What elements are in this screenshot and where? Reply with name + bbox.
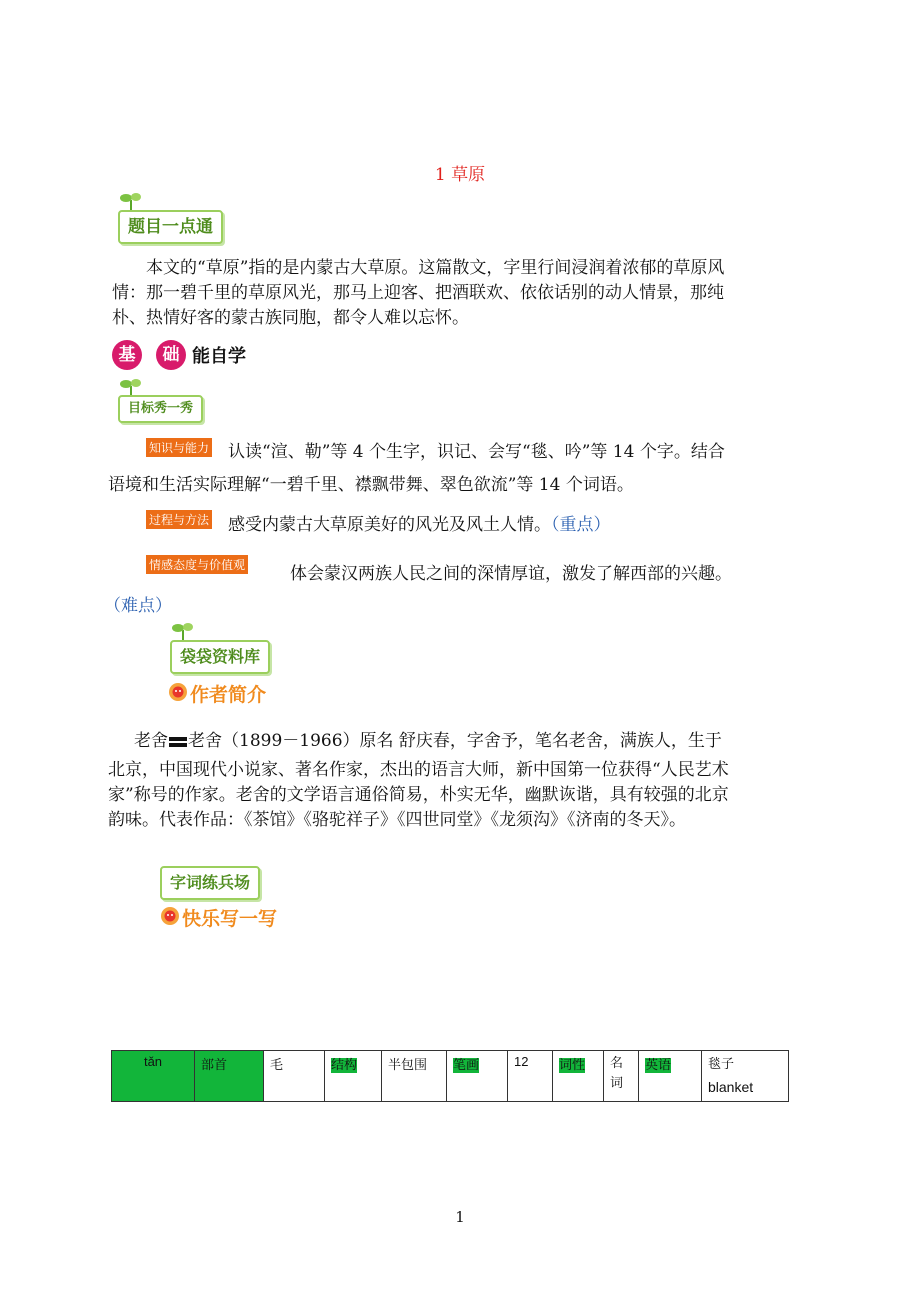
jiegou-value: 半包围 <box>382 1051 447 1102</box>
section-label-ziciyan: 字词练兵场 <box>160 866 260 900</box>
bushou-label: 部首 <box>195 1051 264 1102</box>
author-subheading: 作者简介 <box>190 684 267 706</box>
goal-badge-process: 过程与方法 <box>146 510 212 529</box>
section-label-timu: 题目一点通 <box>118 210 223 244</box>
intro-line: 本文的“草原”指的是内蒙古大草原。这篇散文，字里行间浸润着浓郁的草原风 <box>146 258 725 278</box>
jichu-circle: 基 <box>112 340 142 370</box>
cixing-label: 词性 <box>559 1058 586 1073</box>
goal-text: 体会蒙汉两族人民之间的深情厚谊，激发了解西部的兴趣。 <box>290 564 732 584</box>
equals-icon <box>168 736 188 748</box>
yingyu-label-cell <box>639 1051 702 1102</box>
author-line: 家”称号的作家。老舍的文学语言通俗简易，朴实无华，幽默诙谐，具有较强的北京 <box>108 785 729 805</box>
bushou-value: 毛 <box>264 1051 325 1102</box>
goal-badge-emotion: 情感态度与价值观 <box>146 555 248 574</box>
author-line <box>108 729 808 754</box>
sun-icon <box>160 906 180 926</box>
jiegou-label: 结构 <box>331 1058 358 1073</box>
section-label-daidai: 袋袋资料库 <box>170 640 270 674</box>
yingyu-label: 英语 <box>645 1058 672 1073</box>
cixing-value-line: 词 <box>610 1076 624 1091</box>
jichu-heading: 能自学 <box>192 346 246 367</box>
sprout-icon <box>120 378 142 396</box>
write-subheading: 快乐写一写 <box>182 908 278 930</box>
example-en: blanket <box>708 1079 754 1095</box>
table-row <box>112 1051 789 1102</box>
sprout-icon <box>120 192 142 210</box>
cixing-label-cell <box>553 1051 604 1102</box>
sprout-icon <box>172 622 194 640</box>
intro-paragraph <box>112 256 812 331</box>
goal-text-main: 感受内蒙古大草原美好的风光及风土人情。 <box>228 515 551 535</box>
section-label-mubiao: 目标秀一秀 <box>118 395 203 423</box>
jiegou-label-cell <box>325 1051 382 1102</box>
cixing-value <box>604 1051 639 1102</box>
bihua-label-cell <box>447 1051 508 1102</box>
page-title: 1 草原 <box>434 165 486 185</box>
intro-line: 朴、热情好客的蒙古族同胞，都令人难以忘怀。 <box>112 308 469 328</box>
pinyin-cell: tǎn <box>112 1051 195 1102</box>
difficulty-mark: （难点） <box>104 596 172 616</box>
bihua-label: 笔画 <box>453 1058 480 1073</box>
goal-text: 认读“渲、勒”等 4 个生字，识记、会写“毯、吟”等 14 个字。结合 <box>228 442 725 462</box>
page-number: 1 <box>455 1208 465 1226</box>
goal-text <box>228 513 611 538</box>
author-bio: 老舍（1899－1966）原名 舒庆春，字舍予，笔名老舍，满族人，生于 <box>188 731 722 751</box>
jichu-circle: 础 <box>156 340 186 370</box>
example-cn: 毯子 <box>708 1057 735 1072</box>
word-table <box>111 1050 789 1102</box>
goal-badge-knowledge: 知识与能力 <box>146 438 212 457</box>
goal-text: 语境和生活实际理解“一碧千里、襟飘带舞、翠色欲流”等 14 个词语。 <box>108 475 634 495</box>
bihua-value: 12 <box>508 1051 553 1102</box>
cixing-value-line: 名 <box>610 1056 624 1071</box>
author-line: 北京，中国现代小说家、著名作家，杰出的语言大师，新中国第一位获得“人民艺术 <box>108 760 729 780</box>
key-point-mark: （重点） <box>551 515 611 535</box>
intro-line: 情：那一碧千里的草原风光，那马上迎客、把酒联欢、依依话别的动人情景，那纯 <box>112 283 724 303</box>
author-paragraph <box>108 729 808 833</box>
example-cell <box>702 1051 789 1102</box>
sun-icon <box>168 682 188 702</box>
author-name: 老舍 <box>134 731 168 751</box>
author-line: 韵味。代表作品：《茶馆》《骆驼祥子》《四世同堂》《龙须沟》《济南的冬天》。 <box>108 810 686 830</box>
